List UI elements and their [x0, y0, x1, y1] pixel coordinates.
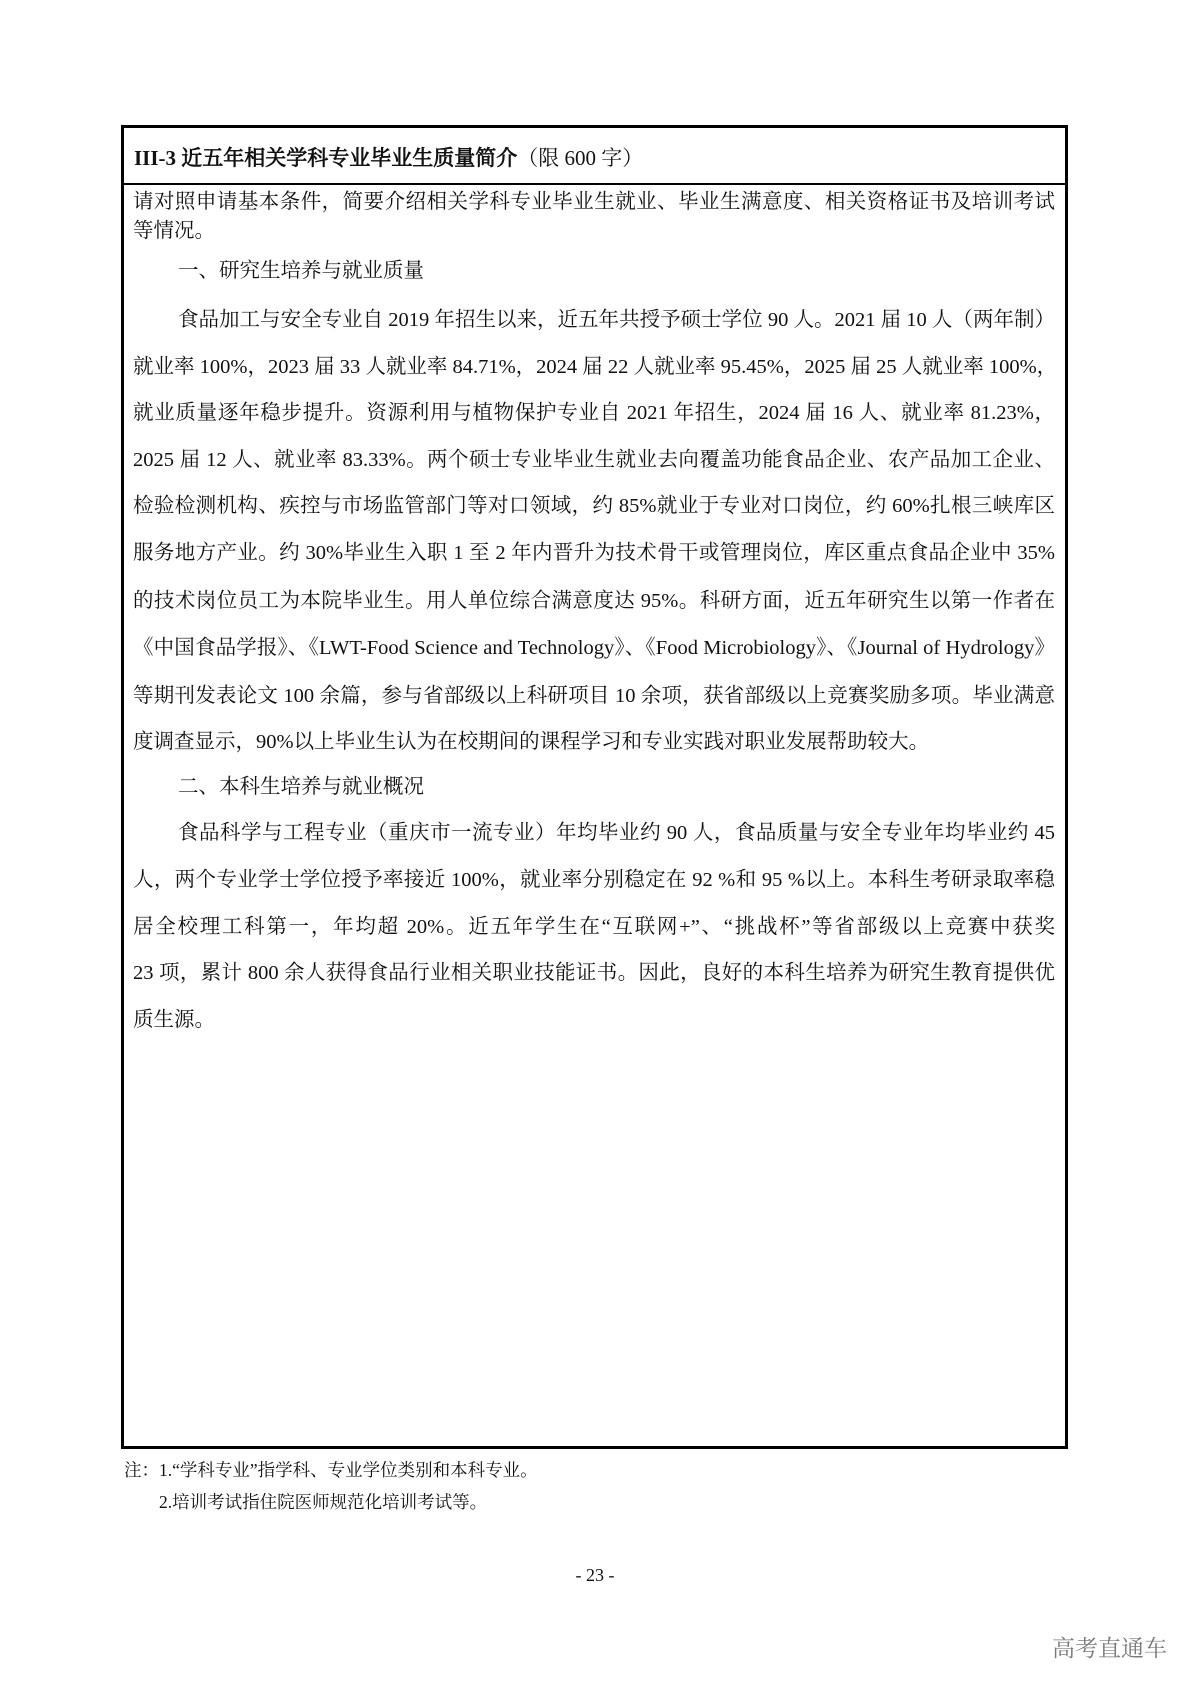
note-2: 2.培训考试指住院医师规范化培训考试等。: [124, 1492, 488, 1512]
instruction-line: 等情况。: [133, 220, 215, 242]
paragraph-line: 检验检测机构、疾控与市场监管部门等对口领域，约 85%就业于专业对口岗位，约 60%扎根三峡库区: [133, 495, 1055, 517]
paragraph-line: 质生源。: [133, 1009, 215, 1031]
section-title: [134, 142, 643, 172]
paragraph-line: 23 项，累计 800 余人获得食品行业相关职业技能证书。因此，良好的本科生培养为研究生教育提供优: [133, 962, 1055, 984]
page-number: - 23 -: [575, 1565, 615, 1585]
section-code: III-3: [134, 146, 177, 170]
section-heading-1: 一、研究生培养与就业质量: [178, 260, 424, 282]
paragraph-line: 人，两个专业学士学位授予率接近 100%，就业率分别稳定在 92 %和 95 %以上。本科生考研录取率稳: [133, 869, 1055, 891]
paragraph-line: 《中国食品学报》、《LWT-Food Science and Technology》、《Food Microbiology》、《Journal of Hydrology》: [133, 637, 1055, 659]
paragraph-line: 就业率 100%，2023 届 33 人就业率 84.71%，2024 届 22 人就业率 95.45%，2025 届 25 人就业率 100%，: [133, 356, 1058, 378]
section-heading-2: 二、本科生培养与就业概况: [178, 776, 424, 798]
paragraph-line: 服务地方产业。约 30%毕业生入职 1 至 2 年内晋升为技术骨干或管理岗位，库区重点食品企业中 35%: [133, 542, 1055, 564]
paragraph-line: 度调查显示，90%以上毕业生认为在校期间的课程学习和专业实践对职业发展帮助较大。: [133, 731, 930, 753]
paragraph-line: 食品科学与工程专业（重庆市一流专业）年均毕业约 90 人，食品质量与安全专业年均毕业约 45: [178, 822, 1055, 844]
watermark: 高考直通车: [1052, 1636, 1167, 1662]
section-title-text: 近五年相关学科专业毕业生质量简介: [176, 146, 518, 170]
instruction-line: 请对照申请基本条件，简要介绍相关学科专业毕业生就业、毕业生满意度、相关资格证书及培训考试: [133, 191, 1055, 213]
paragraph-line: 食品加工与安全专业自 2019 年招生以来，近五年共授予硕士学位 90 人。2021 届 10 人（两年制）: [178, 309, 1055, 331]
paragraph-line: 2025 届 12 人、就业率 83.33%。两个硕士专业毕业生就业去向覆盖功能食品企业、农产品加工企业、: [133, 449, 1055, 471]
paragraph-line: 的技术岗位员工为本院毕业生。用人单位综合满意度达 95%。科研方面，近五年研究生以第一作者在: [133, 590, 1055, 612]
paragraph-line: 等期刊发表论文 100 余篇，参与省部级以上科研项目 10 余项，获省部级以上竞赛奖励多项。毕业满意: [133, 685, 1055, 707]
section-header: [124, 128, 1065, 185]
note-1: 注：1.“学科专业”指学科、专业学位类别和本科专业。: [124, 1460, 538, 1480]
word-limit: （限 600 字）: [517, 146, 644, 170]
paragraph-line: 就业质量逐年稳步提升。资源利用与植物保护专业自 2021 年招生，2024 届 16 人、就业率 81.23%，: [133, 402, 1055, 424]
paragraph-line: 居全校理工科第一，年均超 20%。近五年学生在“互联网+”、“挑战杯”等省部级以上竞赛中获奖: [133, 916, 1055, 938]
